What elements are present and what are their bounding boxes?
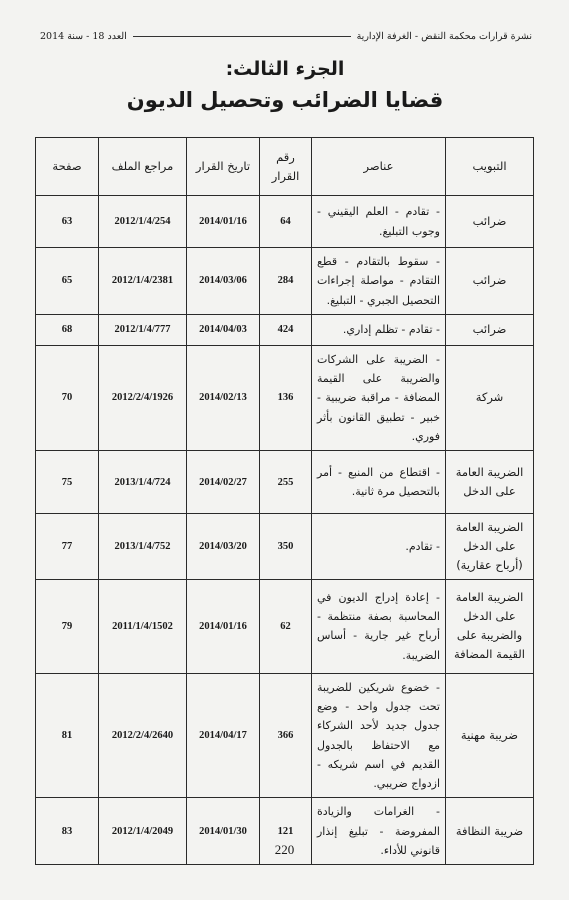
header-category: التبويب bbox=[446, 138, 534, 196]
header-file-reference: مراجع الملف bbox=[99, 138, 187, 196]
decisions-index-table bbox=[35, 137, 534, 865]
row-page: 70 bbox=[36, 345, 99, 450]
row-decision-number: 255 bbox=[260, 451, 312, 514]
part-subtitle: قضايا الضرائب وتحصيل الديون bbox=[126, 88, 444, 112]
row-decision-date: 2014/02/27 bbox=[187, 451, 260, 514]
row-decision-number: 121 bbox=[260, 798, 312, 865]
row-elements: - الضريبة على الشركات والضريبة على القيمة المضافة - مراقبة ضريبية - خبير - تطبيق القانون بأثر فوري. bbox=[312, 345, 446, 450]
table-header-row bbox=[36, 138, 534, 196]
row-decision-number: 284 bbox=[260, 248, 312, 315]
page-number: 220 bbox=[274, 842, 295, 857]
row-file-reference: 2012/1/4/2049 bbox=[99, 798, 187, 865]
row-elements: - تقادم - تظلم إداري. bbox=[312, 314, 446, 345]
row-category: ضريبة النظافة bbox=[446, 798, 534, 865]
table-row bbox=[36, 314, 534, 345]
row-file-reference: 2012/2/4/1926 bbox=[99, 345, 187, 450]
row-page: 83 bbox=[36, 798, 99, 865]
row-file-reference: 2011/1/4/1502 bbox=[99, 579, 187, 673]
row-decision-number: 424 bbox=[260, 314, 312, 345]
row-decision-date: 2014/01/16 bbox=[187, 579, 260, 673]
table-row bbox=[36, 345, 534, 450]
row-category: الضريبة العامة على الدخل bbox=[446, 451, 534, 514]
row-category: شركة bbox=[446, 345, 534, 450]
row-category: ضرائب bbox=[446, 196, 534, 248]
table-row bbox=[36, 196, 534, 248]
row-elements: - تقادم - العلم اليقيني - وجوب التبليغ. bbox=[312, 196, 446, 248]
table-row bbox=[36, 514, 534, 580]
row-decision-number: 366 bbox=[260, 673, 312, 798]
row-elements: - الغرامات والزيادة المفروضة - تبليغ إنذار قانوني للأداء. bbox=[312, 798, 446, 865]
row-file-reference: 2013/1/4/752 bbox=[99, 514, 187, 580]
row-decision-date: 2014/04/17 bbox=[187, 673, 260, 798]
row-decision-date: 2014/03/20 bbox=[187, 514, 260, 580]
part-title: الجزء الثالث: bbox=[225, 58, 345, 80]
row-page: 81 bbox=[36, 673, 99, 798]
row-page: 63 bbox=[36, 196, 99, 248]
row-page: 75 bbox=[36, 451, 99, 514]
row-file-reference: 2013/1/4/724 bbox=[99, 451, 187, 514]
row-decision-number: 62 bbox=[260, 579, 312, 673]
row-category: ضريبة مهنية bbox=[446, 673, 534, 798]
row-elements: - خضوع شريكين للضريبة تحت جدول واحد - وضع جدول جديد لأحد الشركاء مع الاحتفاظ بالجدول القديم في اسم شريكه - ازدواج ضريبي. bbox=[312, 673, 446, 798]
header-elements: عناصر bbox=[312, 138, 446, 196]
row-page: 65 bbox=[36, 248, 99, 315]
row-file-reference: 2012/1/4/777 bbox=[99, 314, 187, 345]
row-file-reference: 2012/1/4/254 bbox=[99, 196, 187, 248]
row-page: 79 bbox=[36, 579, 99, 673]
row-category: ضرائب bbox=[446, 248, 534, 315]
table-row bbox=[36, 248, 534, 315]
table-row bbox=[36, 579, 534, 673]
row-file-reference: 2012/2/4/2640 bbox=[99, 673, 187, 798]
header-decision-number: رقم القرار bbox=[260, 138, 312, 196]
row-decision-number: 64 bbox=[260, 196, 312, 248]
table-row bbox=[36, 673, 534, 798]
row-decision-date: 2014/01/16 bbox=[187, 196, 260, 248]
running-head-title: نشرة قرارات محكمة النقض - الغرفة الإدارية bbox=[356, 30, 532, 42]
row-decision-number: 136 bbox=[260, 345, 312, 450]
table-row bbox=[36, 451, 534, 514]
row-decision-date: 2014/03/06 bbox=[187, 248, 260, 315]
row-decision-date: 2014/01/30 bbox=[187, 798, 260, 865]
row-elements: - اقتطاع من المنبع - أمر بالتحصيل مرة ثانية. bbox=[312, 451, 446, 514]
row-decision-date: 2014/04/03 bbox=[187, 314, 260, 345]
row-decision-number: 350 bbox=[260, 514, 312, 580]
row-category: الضريبة العامة على الدخل والضريبة على القيمة المضافة bbox=[446, 579, 534, 673]
row-category: ضرائب bbox=[446, 314, 534, 345]
row-elements: - سقوط بالتقادم - قطع التقادم - مواصلة إجراءات التحصيل الجبري - التبليغ. bbox=[312, 248, 446, 315]
row-elements: - تقادم. bbox=[312, 514, 446, 580]
row-page: 77 bbox=[36, 514, 99, 580]
running-head bbox=[40, 28, 532, 44]
row-file-reference: 2012/1/4/2381 bbox=[99, 248, 187, 315]
header-page: صفحة bbox=[36, 138, 99, 196]
row-page: 68 bbox=[36, 314, 99, 345]
row-decision-date: 2014/02/13 bbox=[187, 345, 260, 450]
running-head-issue: العدد 18 - سنة 2014 bbox=[40, 30, 127, 42]
row-category: الضريبة العامة على الدخل (أرباح عقارية) bbox=[446, 514, 534, 580]
row-elements: - إعادة إدراج الديون في المحاسبة بصفة منتظمة - أرباح غير جارية - أساس الضريبة. bbox=[312, 579, 446, 673]
running-head-rule bbox=[133, 36, 351, 37]
header-decision-date: تاريخ القرار bbox=[187, 138, 260, 196]
